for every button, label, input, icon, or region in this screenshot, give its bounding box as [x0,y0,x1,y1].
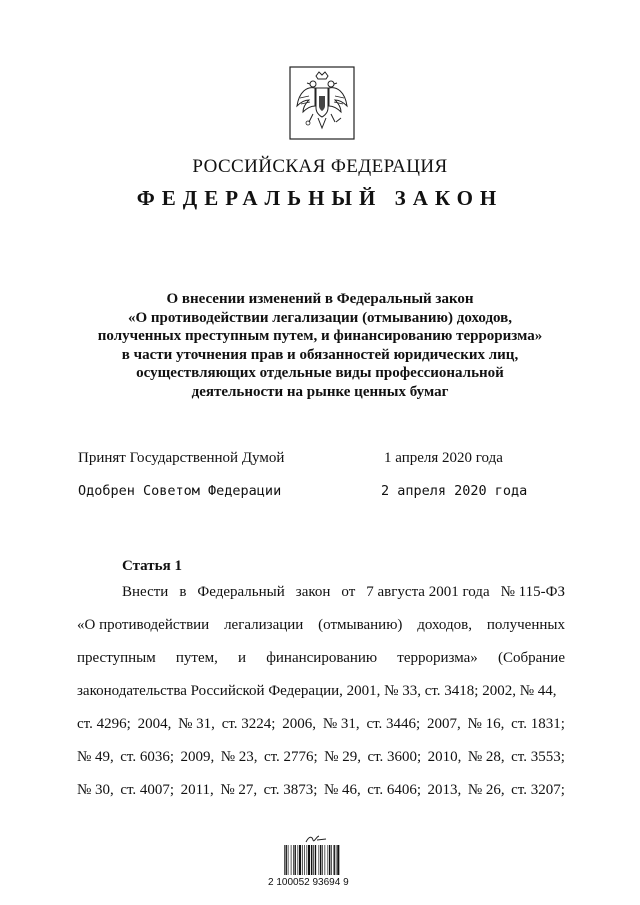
article-word: ст. 3600; [367,749,422,765]
article-word: и [238,650,247,666]
country-heading: РОССИЙСКАЯ ФЕДЕРАЦИЯ [192,156,448,177]
article-word: ст. 4296; [77,716,131,732]
article-word: ст. 3553; [511,749,565,765]
article-word: № 31, [322,716,360,732]
article-line [77,650,565,670]
title-line: «О противодействии легализации (отмыванию) доходов, [127,309,513,326]
article-word: полученных [486,617,565,633]
article-word: «О противодействии [77,617,210,633]
article-word: ст. 4007; [120,782,175,798]
signature-mark [304,833,328,845]
article-word: № 26, [467,782,505,798]
title-line: деятельности на рынке ценных бумаг [191,383,449,400]
article-word: законодательства Российской Федерации, 2001, № 33, ст. 3418; 2002, № 44, [77,683,557,699]
article-word: терроризма» [397,650,478,666]
article-word: 2004, [137,716,172,732]
article-word: (отмыванию) [318,617,403,633]
barcode-number: 2 100052 93694 9 [268,877,349,888]
federation-council-label: Одобрен Советом Федерации [78,483,282,499]
article-heading: Статья 1 [122,558,182,574]
title-line: в части уточнения прав и обязанностей юридических лиц, [121,346,519,363]
barcode-image [283,845,361,875]
article-word: преступным [77,650,156,666]
article-word: № 16, [467,716,505,732]
article-line [77,617,565,637]
title-line: осуществляющих отдельные виды профессиональной [136,365,504,381]
article-word: ст. 2776; [263,749,318,765]
article-line [77,683,565,703]
article-word: ст. 3873; [263,782,318,798]
article-word: 2009, [180,749,215,765]
article-word: ст. 1831; [511,716,565,732]
federation-council-date: 2 апреля 2020 года [381,483,528,499]
article-line [77,716,565,736]
duma-date: 1 апреля 2020 года [384,450,503,466]
article-word: 7 августа 2001 года [366,584,490,600]
article-word: ст. 3446; [366,716,421,732]
coat-of-arms-emblem [289,66,355,140]
article-word: 2006, [282,716,317,732]
article-word: № 30, [77,782,114,798]
article-word: № 28, [467,749,505,765]
article-word: путем, [175,650,218,666]
article-word: в [179,584,187,600]
article-word: № 49, [77,749,114,765]
title-line: О внесении изменений в Федеральный закон [166,291,474,307]
article-word: (Собрание [497,650,565,666]
article-word: ст. 6036; [120,749,175,765]
article-word: Внести [122,584,169,600]
article-word: от [341,584,356,600]
article-word: № 27, [220,782,258,798]
article-word: закон [295,584,331,600]
article-word: 2010, [427,749,462,765]
title-line: полученных преступным путем, и финансированию терроризма» [97,328,543,344]
article-word: ст. 3207; [511,782,565,798]
article-word: № 31, [178,716,215,732]
article-word: № 115-ФЗ [500,584,565,600]
article-word: ст. 3224; [221,716,276,732]
article-word: № 46, [323,782,361,798]
article-word: легализации [224,617,304,633]
article-word: Федеральный [197,584,285,600]
law-type-heading: ФЕДЕРАЛЬНЫЙ ЗАКОН [136,186,504,210]
duma-label: Принят Государственной Думой [78,450,285,466]
article-word: ст. 6406; [367,782,422,798]
article-word: № 29, [324,749,361,765]
article-word: 2007, [427,716,461,732]
article-word: 2011, [180,782,214,798]
article-word: финансированию [266,650,378,666]
article-word: № 23, [220,749,258,765]
article-word: 2013, [427,782,462,798]
article-line [122,584,565,604]
law-title [60,290,580,401]
article-line [77,749,565,769]
article-word: доходов, [417,617,472,633]
article-line [77,782,565,802]
